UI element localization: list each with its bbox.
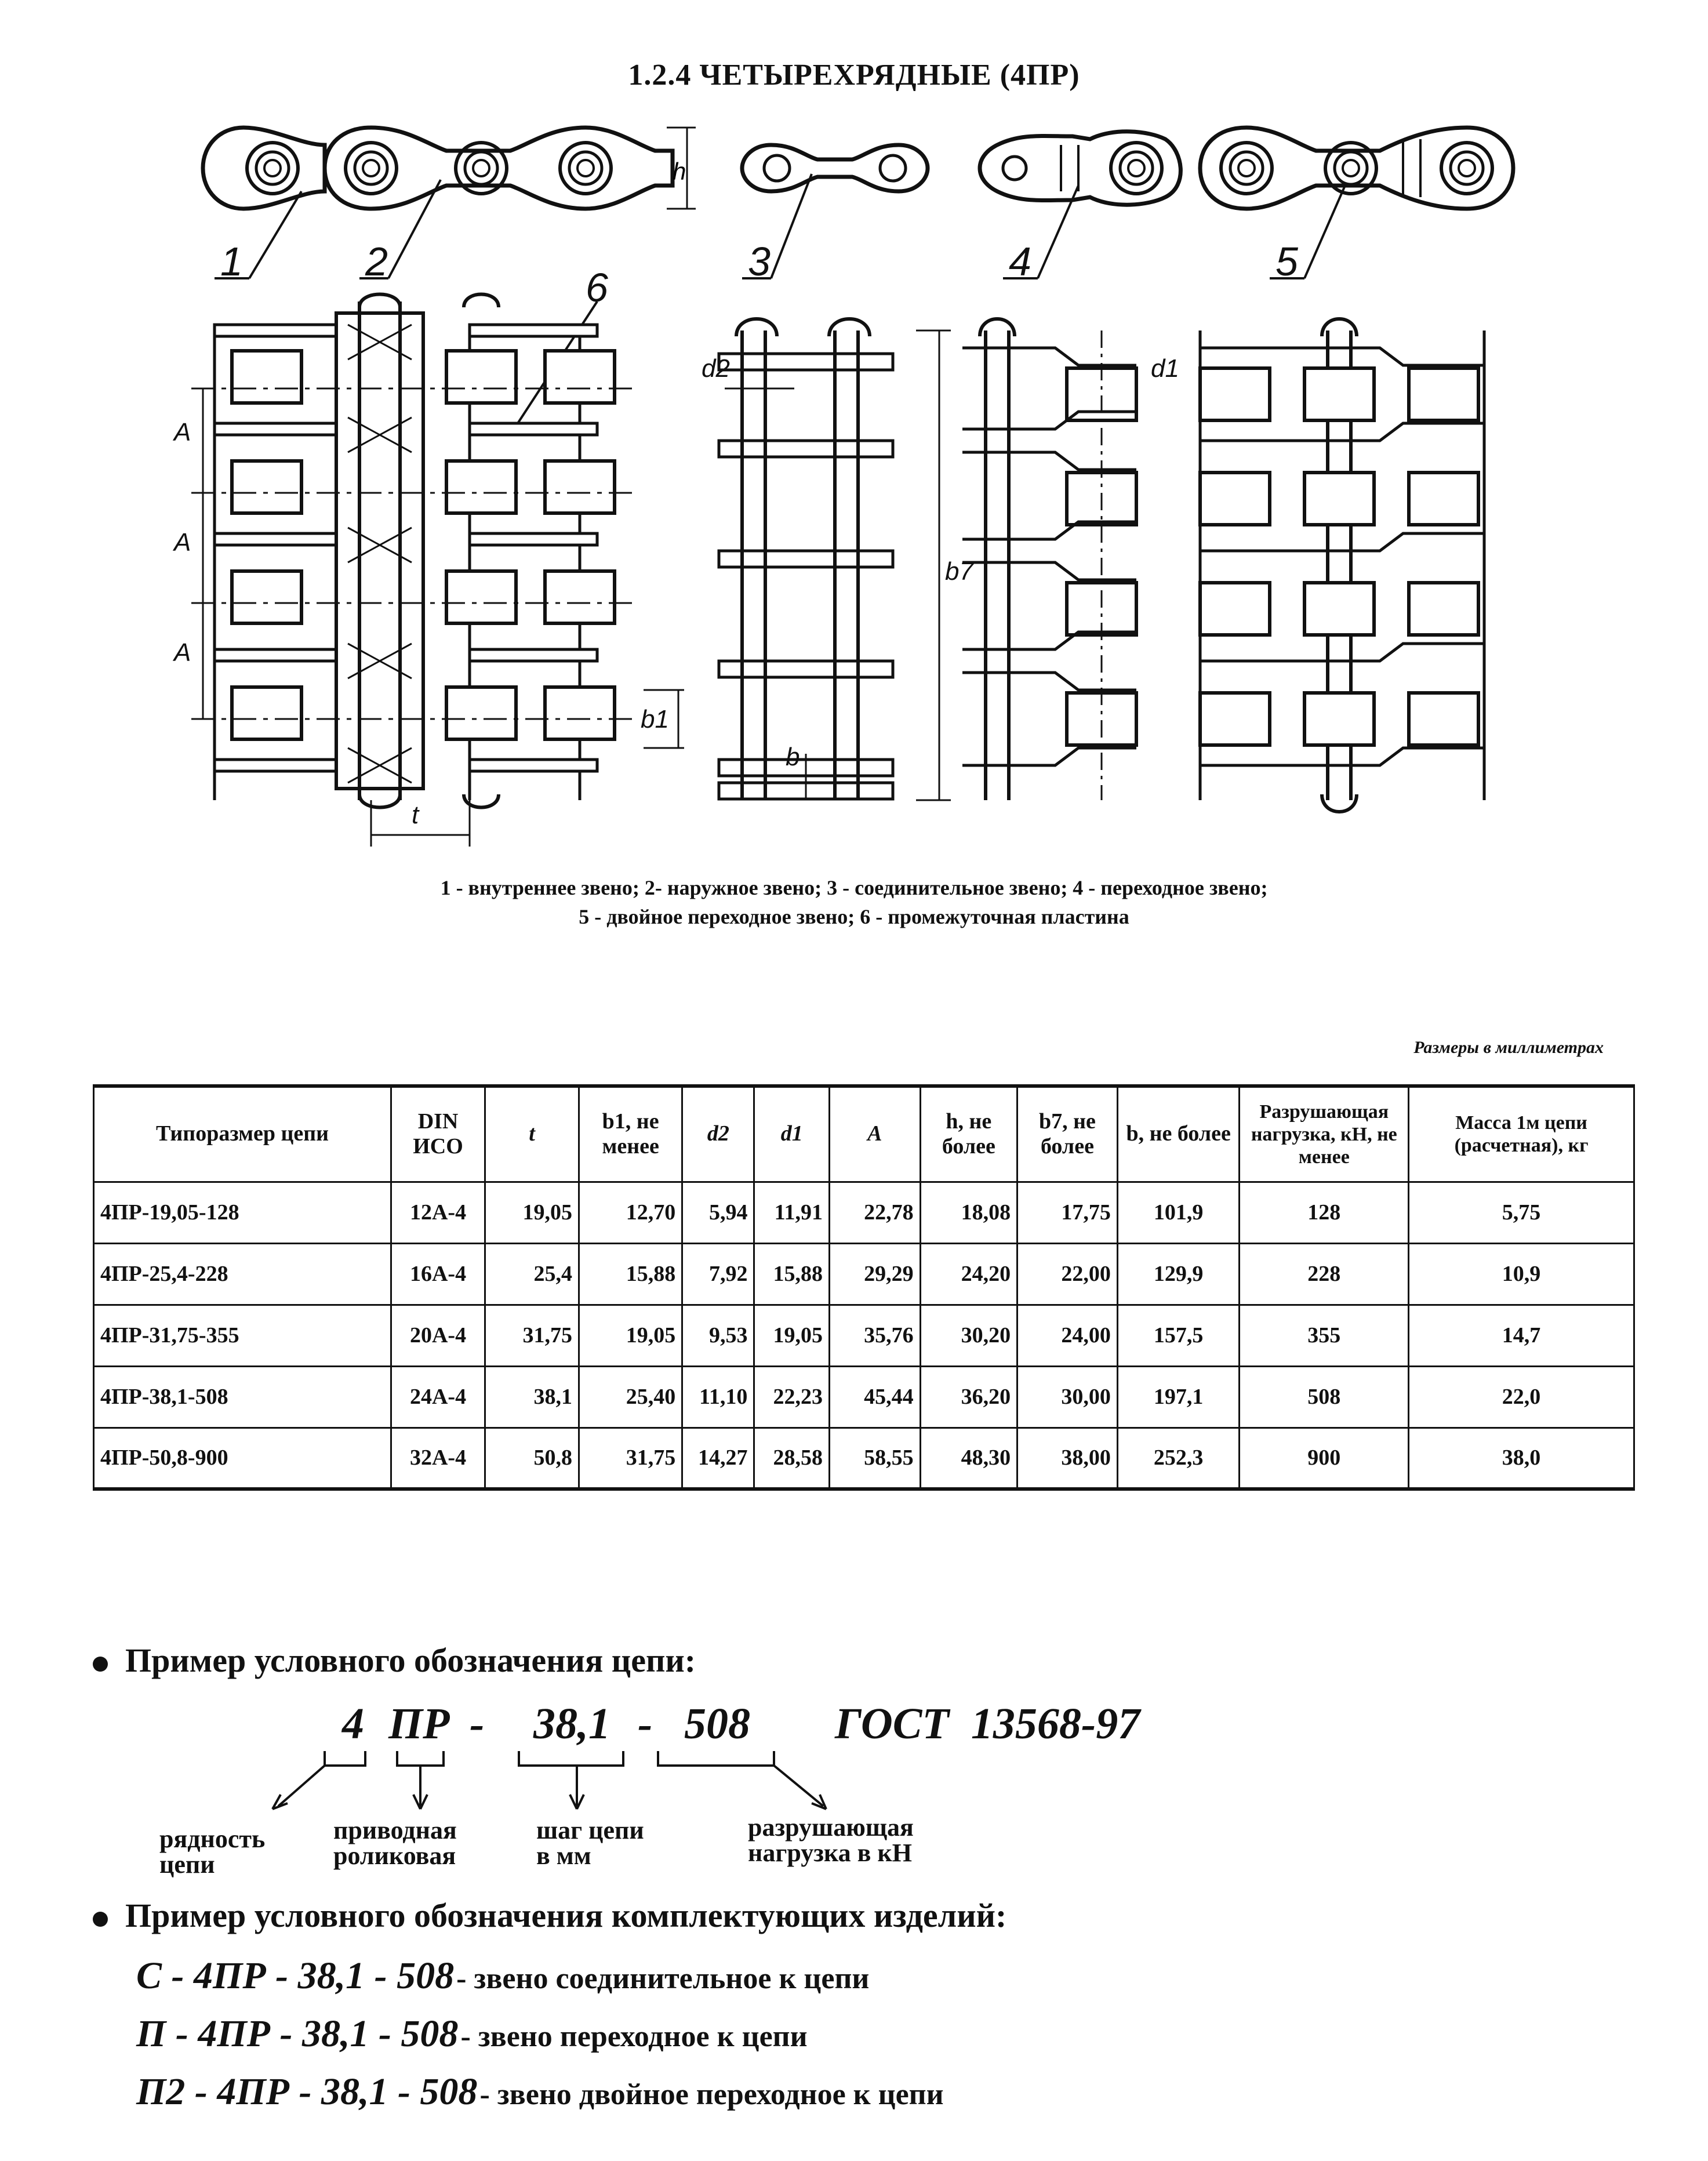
table-row (94, 1366, 1634, 1428)
header-h: h, не более (920, 1086, 1017, 1182)
table-row (94, 1243, 1634, 1305)
table-cell: 19,05 (579, 1305, 682, 1366)
header-din-iso: DIN ИСО (391, 1086, 485, 1182)
designation-part-load: 508 (684, 1699, 750, 1748)
label-load-line-1: разрушающая (748, 1813, 914, 1842)
table-cell: 197,1 (1117, 1366, 1240, 1428)
link-1-side-view (203, 128, 325, 209)
table-header-row (94, 1086, 1634, 1182)
table-cell: 45,44 (830, 1366, 921, 1428)
label-type-line-1: приводная (333, 1816, 457, 1844)
table-cell: 12А-4 (391, 1182, 485, 1243)
callout-3: 3 (748, 239, 771, 284)
table-cell: 10,9 (1409, 1243, 1634, 1305)
table-cell: 252,3 (1117, 1428, 1240, 1489)
component-code-double-transition: П2 - 4ПР - 38,1 - 508 (136, 2071, 478, 2113)
label-load-line-2: нагрузка в кН (748, 1839, 912, 1867)
table-cell: 4ПР-38,1-508 (94, 1366, 391, 1428)
table-cell: 22,23 (754, 1366, 830, 1428)
table-cell: 4ПР-50,8-900 (94, 1428, 391, 1489)
dim-A-label-2: A (174, 528, 191, 557)
table-cell: 15,88 (754, 1243, 830, 1305)
designation-dash-2: - (638, 1699, 653, 1748)
table-cell: 12,70 (579, 1182, 682, 1243)
label-rows-line-1: рядность (159, 1825, 266, 1853)
chain-spec-table (93, 1084, 1635, 1491)
table-cell: 18,08 (920, 1182, 1017, 1243)
header-chain-size: Типоразмер цепи (94, 1086, 391, 1182)
table-cell: 38,1 (485, 1366, 579, 1428)
table-cell: 508 (1240, 1366, 1409, 1428)
callout-4: 4 (1009, 239, 1031, 284)
label-type-line-2: роликовая (333, 1842, 456, 1870)
table-cell: 14,7 (1409, 1305, 1634, 1366)
link-4-side-view (980, 132, 1180, 205)
table-cell: 228 (1240, 1243, 1409, 1305)
dim-b-label: b (786, 743, 800, 771)
table-cell: 157,5 (1117, 1305, 1240, 1366)
component-desc-transition: - звено переходное к цепи (460, 2020, 808, 2053)
table-cell: 9,53 (682, 1305, 754, 1366)
units-note: Размеры в миллиметрах (1413, 1038, 1604, 1057)
table-cell: 20А-4 (391, 1305, 485, 1366)
table-cell: 28,58 (754, 1428, 830, 1489)
transition-link-top-view (962, 319, 1136, 800)
component-desc-connecting: - звено соединительное к цепи (456, 1962, 870, 1995)
table-cell: 11,10 (682, 1366, 754, 1428)
table-cell: 30,20 (920, 1305, 1017, 1366)
table-cell: 5,94 (682, 1182, 754, 1243)
table-cell: 30,00 (1017, 1366, 1118, 1428)
table-cell: 48,30 (920, 1428, 1017, 1489)
figure-caption-line-1: 1 - внутреннее звено; 2- наружное звено; 3 - соединительное звено; 4 - переходное звено; (440, 876, 1268, 899)
table-cell: 4ПР-31,75-355 (94, 1305, 391, 1366)
designation-dash-1: - (470, 1699, 485, 1748)
example-components-heading-text: Пример условного обозначения комплектующих изделий: (125, 1897, 1007, 1934)
bullet-icon (93, 1912, 108, 1927)
table-cell: 14,27 (682, 1428, 754, 1489)
table-cell: 22,0 (1409, 1366, 1634, 1428)
table-cell: 25,40 (579, 1366, 682, 1428)
table-cell: 35,76 (830, 1305, 921, 1366)
table-row (94, 1182, 1634, 1243)
dim-d1-label: d1 (1151, 354, 1179, 383)
table-cell: 16А-4 (391, 1243, 485, 1305)
table-cell: 5,75 (1409, 1182, 1634, 1243)
table-cell: 4ПР-25,4-228 (94, 1243, 391, 1305)
table-cell: 128 (1240, 1182, 1409, 1243)
table-cell: 24,20 (920, 1243, 1017, 1305)
table-row (94, 1305, 1634, 1366)
dim-t-label: t (412, 801, 419, 829)
callout-1: 1 (220, 239, 243, 284)
label-breaking-load (748, 1815, 914, 1866)
designation-part-rows: 4 (342, 1699, 364, 1748)
table-cell: 31,75 (579, 1428, 682, 1489)
component-item-connecting (136, 1954, 869, 1998)
connecting-link-top-view (719, 319, 951, 800)
table-cell: 58,55 (830, 1428, 921, 1489)
callout-6: 6 (586, 265, 608, 310)
designation-part-pitch: 38,1 (533, 1699, 610, 1748)
table-cell: 50,8 (485, 1428, 579, 1489)
table-cell: 36,20 (920, 1366, 1017, 1428)
chain-top-view-section (191, 295, 684, 847)
table-cell: 31,75 (485, 1305, 579, 1366)
label-pitch-line-2: в мм (536, 1842, 591, 1870)
dim-A-label-1: A (174, 418, 191, 446)
table-cell: 25,4 (485, 1243, 579, 1305)
header-A: A (830, 1086, 921, 1182)
link-2-side-view (325, 128, 696, 209)
designation-standard: ГОСТ 13568-97 (835, 1699, 1140, 1748)
table-cell: 4ПР-19,05-128 (94, 1182, 391, 1243)
header-t: t (485, 1086, 579, 1182)
callout-2: 2 (365, 239, 388, 284)
header-d1: d1 (754, 1086, 830, 1182)
table-cell: 101,9 (1117, 1182, 1240, 1243)
example-designation-heading-text: Пример условного обозначения цепи: (125, 1641, 696, 1679)
dim-b7-label: b7 (945, 557, 973, 586)
table-cell: 22,78 (830, 1182, 921, 1243)
component-code-transition: П - 4ПР - 38,1 - 508 (136, 2013, 459, 2055)
header-d2: d2 (682, 1086, 754, 1182)
table-cell: 7,92 (682, 1243, 754, 1305)
component-code-connecting: С - 4ПР - 38,1 - 508 (136, 1955, 455, 1997)
label-pitch-line-1: шаг цепи (536, 1816, 644, 1844)
table-cell: 22,00 (1017, 1243, 1118, 1305)
header-mass: Масса 1м цепи (расчетная), кг (1409, 1086, 1634, 1182)
table-cell: 38,00 (1017, 1428, 1118, 1489)
chain-drawings (0, 104, 1708, 858)
table-cell: 15,88 (579, 1243, 682, 1305)
header-b1: b1, не менее (579, 1086, 682, 1182)
header-b7: b7, не более (1017, 1086, 1118, 1182)
link-5-side-view (1200, 128, 1513, 209)
label-pitch (536, 1818, 644, 1869)
example-designation-heading (93, 1641, 696, 1680)
figure-caption-line-2: 5 - двойное переходное звено; 6 - промежуточная пластина (579, 905, 1129, 928)
table-row (94, 1428, 1634, 1489)
dim-h-label: h (673, 158, 686, 185)
dim-A-label-3: A (174, 638, 191, 667)
callout-5: 5 (1275, 239, 1298, 284)
label-rows (159, 1826, 265, 1877)
table-cell: 355 (1240, 1305, 1409, 1366)
double-transition-link-top-view (1200, 319, 1484, 812)
example-components-heading (93, 1896, 1006, 1935)
designation-part-type: ПР (388, 1699, 450, 1748)
dim-d2-label: d2 (702, 354, 730, 383)
table-cell: 19,05 (485, 1182, 579, 1243)
table-cell: 38,0 (1409, 1428, 1634, 1489)
table-cell: 900 (1240, 1428, 1409, 1489)
label-rows-line-2: цепи (159, 1850, 215, 1879)
bullet-icon (93, 1657, 108, 1672)
table-cell: 24,00 (1017, 1305, 1118, 1366)
table-cell: 32А-4 (391, 1428, 485, 1489)
table-cell: 17,75 (1017, 1182, 1118, 1243)
component-item-double-transition (136, 2070, 944, 2114)
label-chain-type (333, 1818, 457, 1869)
table-cell: 11,91 (754, 1182, 830, 1243)
header-breaking-load: Разрушающая нагрузка, кН, не менее (1240, 1086, 1409, 1182)
table-cell: 129,9 (1117, 1243, 1240, 1305)
component-desc-double-transition: - звено двойное переходное к цепи (479, 2078, 944, 2111)
link-3-side-view (742, 145, 928, 191)
table-cell: 24А-4 (391, 1366, 485, 1428)
header-b: b, не более (1117, 1086, 1240, 1182)
page-title: 1.2.4 ЧЕТЫРЕХРЯДНЫЕ (4ПР) (628, 59, 1080, 92)
table-cell: 29,29 (830, 1243, 921, 1305)
component-item-transition (136, 2012, 808, 2056)
table-cell: 19,05 (754, 1305, 830, 1366)
dim-b1-label: b1 (641, 705, 669, 733)
